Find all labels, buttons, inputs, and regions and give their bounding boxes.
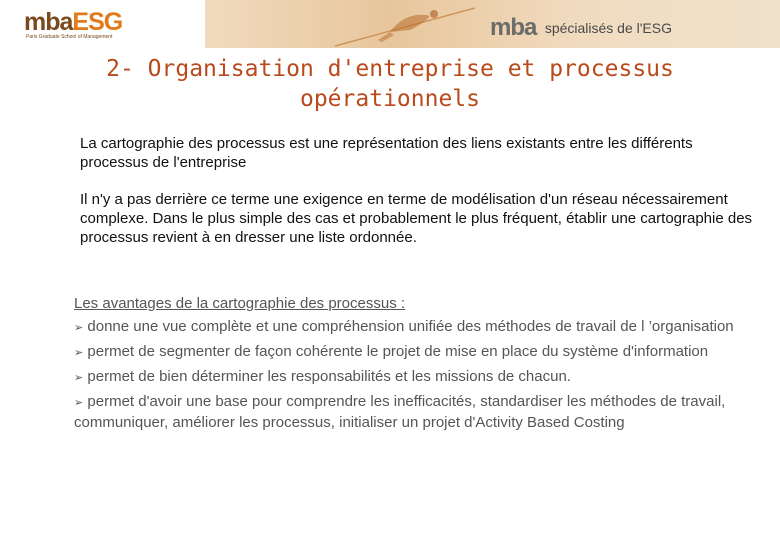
slide-title (60, 54, 720, 114)
header-banner (0, 0, 780, 48)
arrow-bullet-icon: ➢ (74, 322, 84, 334)
logo-text-mba: mba (24, 8, 73, 36)
advantages-section (74, 294, 754, 432)
brand-title (490, 14, 672, 42)
slide-title-line-2: opérationnels (299, 86, 480, 112)
athlete-head (430, 10, 438, 18)
advantage-item (74, 367, 754, 388)
logo-text-esg: ESG (72, 8, 123, 36)
arrow-bullet-icon: ➢ (74, 372, 84, 384)
advantage-text: permet de segmenter de façon cohérente le projet de mise en place du système d'information (87, 343, 709, 360)
intro-paragraph: La cartographie des processus est une représentation des liens existants entre les différents processus de l'entreprise (80, 135, 693, 171)
advantage-text: permet d'avoir une base pour comprendre les inefficacités, standardiser les méthodes de travail, communiquer, améliorer les processus, initialiser un projet d'Activity Based Costing (74, 393, 726, 431)
mba-esg-logo (24, 10, 134, 46)
brand-mba-text: mba (490, 14, 537, 41)
logo-tagline: Paris Graduate School of Management (26, 34, 113, 40)
explanation-paragraph: Il n'y a pas derrière ce terme une exigence en terme de modélisation d'un réseau nécessairement complexe. Dans le plus simple des cas et probablement le plus fréquent, établir une cartographie des processus revient à en dresser une liste ordonnée. (80, 191, 753, 246)
slide-title-line-1: 2- Organisation d'entreprise et processus (106, 56, 674, 82)
arrow-bullet-icon: ➢ (74, 347, 84, 359)
athlete-illustration (330, 0, 480, 48)
advantage-item (74, 392, 754, 432)
athlete-figure (390, 15, 430, 32)
advantage-item (74, 317, 754, 338)
advantages-heading: Les avantages de la cartographie des processus : (74, 295, 406, 312)
advantage-text: permet de bien déterminer les responsabilités et les missions de chacun. (87, 368, 571, 385)
advantage-item (74, 342, 754, 363)
arrow-bullet-icon: ➢ (74, 397, 84, 409)
logo-panel (0, 0, 205, 48)
advantage-text: donne une vue complète et une compréhension unifiée des méthodes de travail de l ’organisation (87, 318, 734, 335)
brand-subtitle-text: spécialisés de l'ESG (544, 20, 672, 36)
